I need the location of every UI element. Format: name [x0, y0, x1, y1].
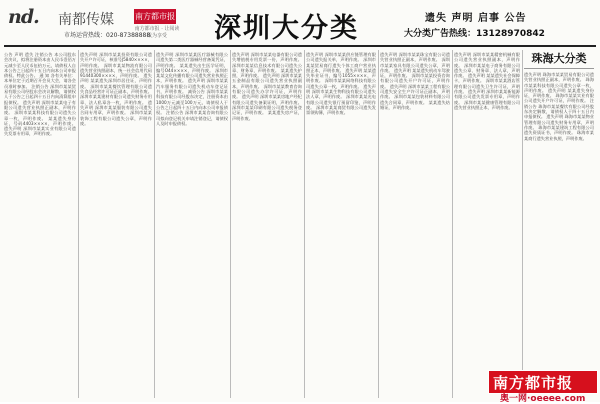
- notice-column: 遗失声明 深圳市某某投资有限公司遗失开户许可证，核准号J5840××××，声明作废。 深圳市某某物流有限公司遗失营业执照副本，统一社会信用代码91440300××××，声明作废。 遗失声明 某某遗失深圳市居住证，声明作废。 深圳市某某餐饮管理有限公司遗失食品经营许可证正副本，声明作废。 深圳市某某建材有限公司遗失财务专用章、法人私章各一枚，声明作废。 遗失声明 深圳市某某服装有限公司遗失合同专用章，声明作废。 深圳市某某装饰工程有限公司遗失公章，声明作废。: [80, 52, 152, 126]
- header: [0, 0, 600, 44]
- column-divider: [522, 50, 523, 398]
- notice-column: 公告 声明 遗失 注销公告 本公司股东会决议，拟将注册资本由人民币壹佰万元减少至人民币伍拾万元，请债权人自本公告之日起四十五日内向本公司申报债权。特此公告。 通 知 各有关单位：本单位定于近期召开会员大会，请各会员准时参加。 注销公告 深圳市某某贸易有限公司经股东会决议解散，请债权人于公告之日起四十五日内向清算组申报债权。 遗失声明 深圳市某某电子有限公司遗失营业执照正副本，声明作废。 深圳市某某科技有限公司遗失公章一枚，声明作废。 某某遗失身份证，号码4403××××，声明作废。 遗失声明 深圳市某某实业有限公司遗失发票专用章，声明作废。: [4, 52, 76, 137]
- ad-hotline: 大分类广告热线：13128970842: [404, 29, 545, 39]
- watermark-site: 奥一网·oeeee.com: [500, 394, 586, 404]
- zhuhai-section-title: 珠海大分类: [524, 50, 594, 69]
- notice-column: 遗失声明 深圳市某某精密机械有限公司遗失营业执照副本，声明作废。 深圳市某某电子商务有限公司遗失公章、财务章、法人章，声明作废。 遗失声明 某某遗失社会保障卡，声明作废。 深圳市某某酒店管理有限公司遗失卫生许可证，声明作废。 遗失声明 深圳市某某新能源有限公司遗失发票专用章，声明作废。 深圳市某某健康管理有限公司遗失营业执照正本，声明作废。: [454, 52, 520, 110]
- watermark-text: 南方都市报: [493, 374, 574, 392]
- notice-types: 遗失 声明 启事 公告: [425, 13, 527, 24]
- column-divider: [154, 50, 155, 398]
- logo-mark: nd.: [8, 6, 39, 28]
- zhuhai-notice-column: 遗失声明 珠海市某某贸易有限公司遗失营业执照正副本，声明作废。 珠海市某某科技有限公司遗失公章一枚，声明作废。 遗失声明 某某遗失身份证，声明作废。 珠海市某某实业有限公司遗失开户许可证，声明作废。 注销公告 珠海市某某餐饮有限公司经股东决定解散，请债权人于四十五日内申报债权。 遗失声明 珠海市某某物业管理有限公司遗失财务专用章，声明作废。 珠海市某某建筑工程有限公司遗失资质证书，声明作废。 珠海市某某商行遗失营业执照，声明作废。: [524, 72, 594, 141]
- column-divider: [452, 50, 453, 398]
- slogan: 南方都市报 · 让阅读成为享受: [134, 26, 180, 39]
- hotline: 市场运营热线：020-87388888: [64, 32, 151, 39]
- brand-name: 南都传媒: [58, 12, 114, 28]
- notice-column: 遗失声明 深圳市某某供应链管理有限公司遗失报关单，声明作废。 深圳市某某贸易商行遗失个体工商户营业执照正本，声明作废。 遗失声明 某某遗失毕业证书，编号1055××××，声明作废。 深圳市某某网络科技有限公司遗失公章一枚，声明作废。 遗失声明 深圳市某某生物科技有限公司遗失法人章，声明作废。 深圳市某某光电有限公司遗失银行预留印鉴，声明作废。 深圳市某某商贸有限公司遗失发票领购簿，声明作废。: [306, 52, 376, 116]
- masthead-title: 深圳大分类: [214, 13, 359, 44]
- header-rule: [4, 45, 596, 47]
- notice-column: 遗失声明 深圳市某某医疗器械有限公司遗失第二类医疗器械经营备案凭证，声明作废。 某某遗失出生医学证明，编号O44××××，声明作废。 深圳市某某文化传播有限公司遗失营业执照正本，声明作废。 遗失声明 深圳市某某汽车服务有限公司遗失机动车登记证书，声明作废。 减资公告 深圳市某某科技有限公司经股东决定，注册资本由1000万元减至100万元，请债权人于公告之日起四十五日内向本公司申报债权。 注销公告 深圳市某某咨询有限公司拟向登记机关申请注销登记，请债权人及时申报债权。: [156, 52, 228, 126]
- notice-column: 遗失声明 深圳市某某电器有限公司遗失增值税专用发票一份，声明作废。 深圳市某某信息技术有限公司遗失公章、财务章，声明作废。 某某遗失护照，声明作废。 遗失声明 深圳市某某五金制品有限公司遗失营业执照副本，声明作废。 深圳市某某教育咨询有限公司遗失办学许可证，声明作废。 遗失声明 深圳市某某房地产经纪有限公司遗失备案证明，声明作废。 深圳市某某印刷有限公司遗失税务登记证，声明作废。 某某遗失房产证，声明作废。: [232, 52, 302, 121]
- column-divider: [78, 50, 79, 398]
- nd-logo: [8, 6, 39, 28]
- column-divider: [304, 50, 305, 398]
- column-divider: [378, 50, 379, 398]
- column-divider: [230, 50, 231, 398]
- red-box-logo: 南方都市报: [134, 9, 176, 24]
- notice-column: 遗失声明 深圳市某某珠宝有限公司遗失营业执照正副本，声明作废。 深圳市某某家具有限公司遗失公章，声明作废。 遗失声明 某某遗失机动车驾驶证，声明作废。 深圳市某某投资咨询有限公司遗失开户许可证，声明作废。 遗失声明 深圳市某某工程有限公司遗失安全生产许可证正副本，声明作废。 深圳市某某包装材料有限公司遗失合同章，声明作废。 某某遗失结婚证，声明作废。: [380, 52, 450, 110]
